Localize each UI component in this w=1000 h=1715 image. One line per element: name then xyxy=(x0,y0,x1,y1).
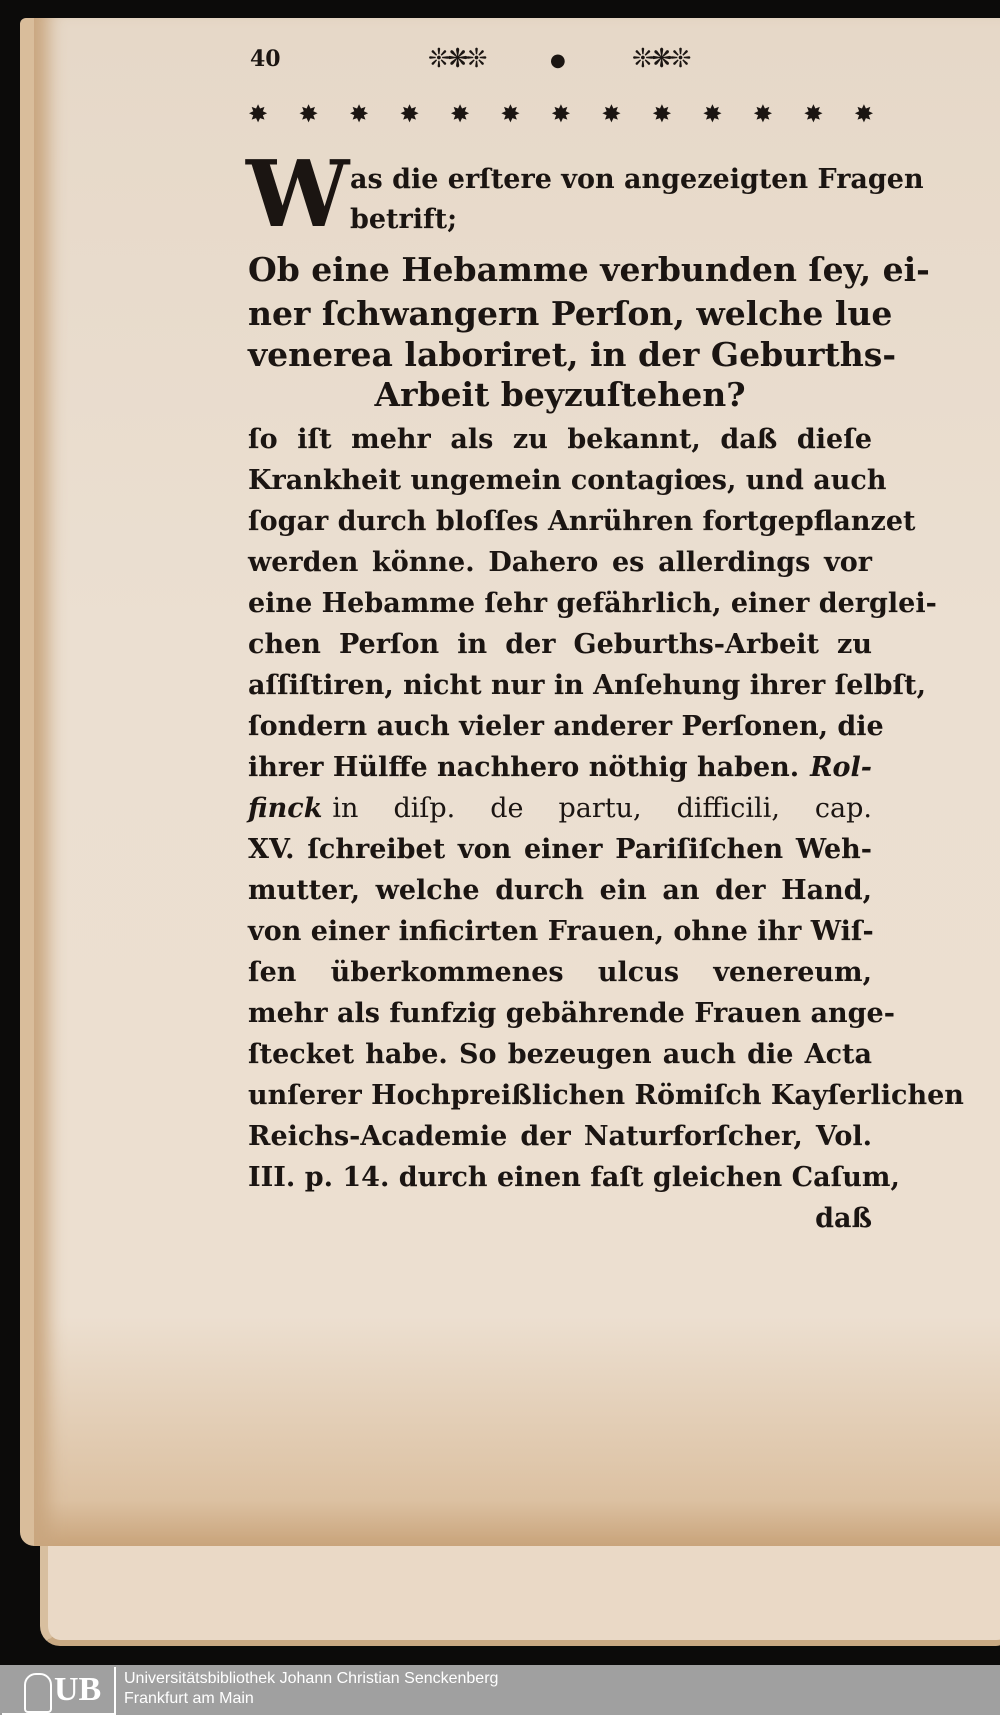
body-line: werden könne. Dahero es allerdings vor xyxy=(248,547,872,578)
star-ornament: ✸ xyxy=(348,100,370,128)
library-logo[interactable] xyxy=(2,1667,116,1715)
library-footer xyxy=(0,1665,1000,1715)
library-name: Universitätsbibliothek Johann Christian Senckenberg xyxy=(124,1670,499,1687)
body-line: chen Perſon in der Geburths-Arbeit zu xyxy=(248,629,872,660)
heading-line: venerea laboriret, in der Geburths- xyxy=(248,335,897,374)
star-ornament: ✸ xyxy=(449,100,471,128)
body-line: mehr als funfzig gebährende Frauen ange- xyxy=(248,998,895,1029)
heading-line: Arbeit beyzuſtehen? xyxy=(374,375,746,414)
library-city: Frankfurt am Main xyxy=(124,1690,254,1707)
star-ornament: ✸ xyxy=(248,100,269,128)
body-line: ſen überkommenes ulcus venereum, xyxy=(248,957,872,988)
ornament-center: ● xyxy=(550,50,563,71)
star-ornament: ✸ xyxy=(399,100,420,128)
star-ornament: ✸ xyxy=(550,100,572,128)
catchword: daß xyxy=(815,1203,872,1234)
body-line: Reichs-Academie der Naturforſcher, Vol. xyxy=(248,1121,872,1152)
body-line xyxy=(248,752,872,783)
body-line: III. p. 14. durch einen faſt gleichen Caſum, xyxy=(248,1162,900,1193)
ornament-left: ❊❋❊ xyxy=(428,44,485,74)
intro-line: betrift; xyxy=(350,204,458,235)
star-ornament: ✸ xyxy=(500,100,521,128)
body-line: eine Hebamme ſehr gefährlich, einer derglei- xyxy=(248,588,937,619)
body-line xyxy=(248,793,872,824)
intro-line: as die erſtere von angezeigten Fragen xyxy=(350,164,924,195)
body-line: unſerer Hochpreißlichen Römiſch Kayſerlichen xyxy=(248,1080,964,1111)
body-line: Krankheit ungemein contagiœs, und auch xyxy=(248,465,887,496)
body-line: ſo iſt mehr als zu bekannt, daß dieſe xyxy=(248,424,872,455)
star-ornament: ✸ xyxy=(752,100,773,128)
body-line: ſtecket habe. So bezeugen auch die Acta xyxy=(248,1039,872,1070)
body-line: mutter, welche durch ein an der Hand, xyxy=(248,875,872,906)
body-line: von einer inficirten Frauen, ohne ihr Wiſ- xyxy=(248,916,874,947)
heading-line: Ob eine Hebamme verbunden ſey, ei- xyxy=(248,250,930,289)
star-ornament: ✸ xyxy=(298,100,319,128)
italic-name: Rol- xyxy=(810,752,872,783)
body-line: ſogar durch bloſſes Anrühren fortgepflanzet xyxy=(248,506,916,537)
star-divider xyxy=(248,100,874,128)
body-line: ſondern auch vieler anderer Perſonen, die xyxy=(248,711,884,742)
body-text: in diſp. de partu, difficili, cap. xyxy=(332,793,872,824)
body-text: ihrer Hülffe nachhero nöthig haben. xyxy=(248,752,800,783)
star-ornament: ✸ xyxy=(803,100,824,128)
portrait-icon xyxy=(24,1673,52,1713)
star-ornament: ✸ xyxy=(651,100,672,128)
logo-text: UB xyxy=(54,1671,102,1708)
heading-line: ner ſchwangern Perſon, welche lue xyxy=(248,294,893,333)
ornament-right: ❊❋❊ xyxy=(632,44,689,74)
star-ornament: ✸ xyxy=(853,100,874,128)
page-number: 40 xyxy=(250,46,281,72)
body-line: XV. ſchreibet von einer Pariſiſchen Weh- xyxy=(248,834,872,865)
body-line: aſſiſtiren, nicht nur in Anſehung ihrer ſelbſt, xyxy=(248,670,927,701)
italic-name: finck xyxy=(248,793,323,824)
star-ornament: ✸ xyxy=(601,100,622,128)
drop-cap: W xyxy=(246,140,350,248)
star-ornament: ✸ xyxy=(702,100,723,128)
